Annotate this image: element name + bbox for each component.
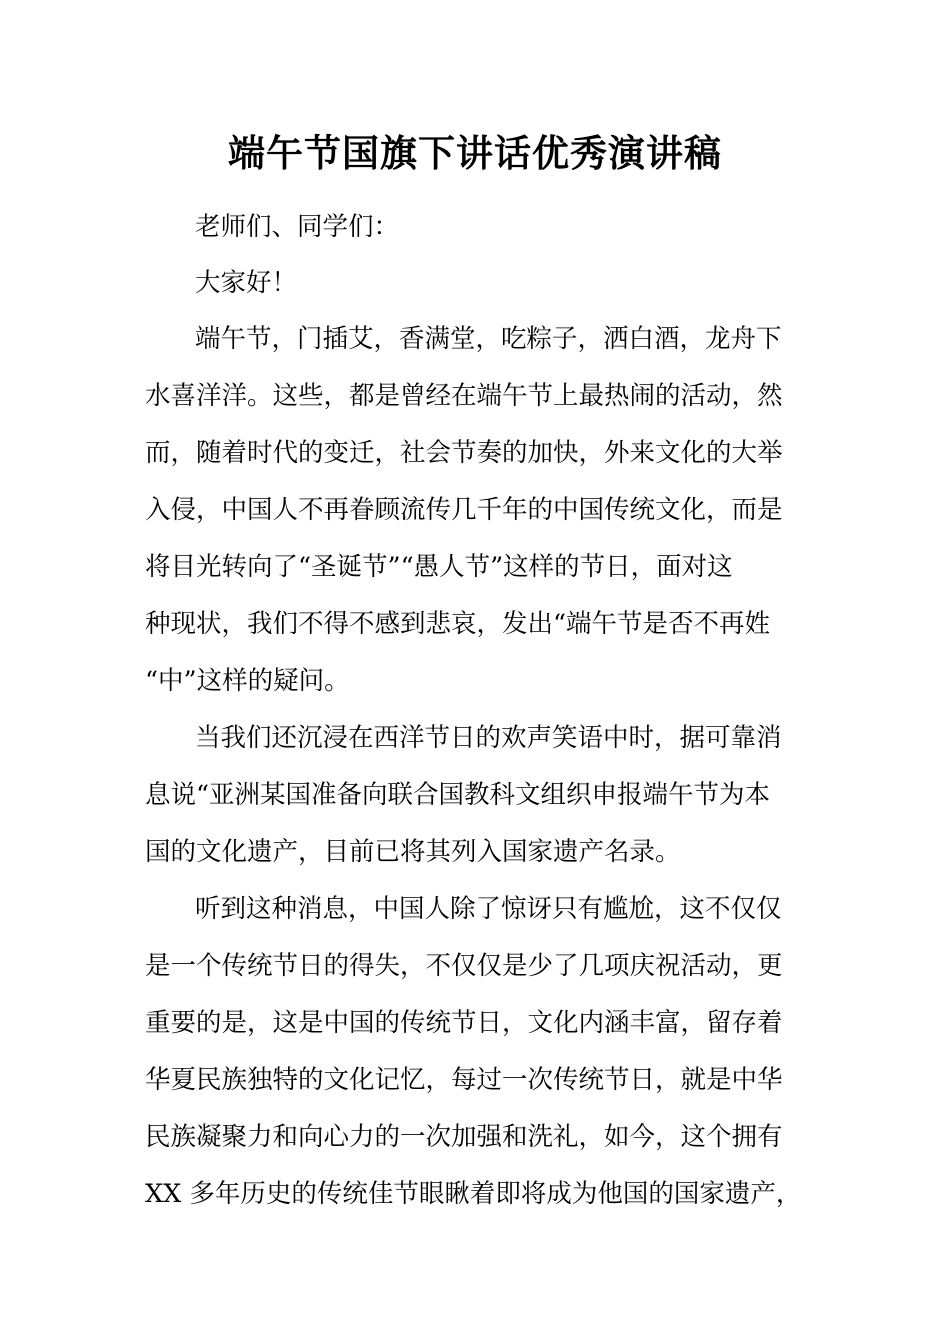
paragraph-line: 是一个传统节日的得失，不仅仅是少了几项庆祝活动，更	[145, 951, 783, 981]
paragraph-line: 国的文化遗产，目前已将其列入国家遗产名录。	[145, 837, 681, 867]
paragraph-line: 将目光转向了“圣诞节”“愚人节”这样的节日，面对这	[145, 552, 733, 582]
paragraph-line: 入侵，中国人不再眷顾流传几千年的中国传统文化，而是	[145, 495, 783, 525]
paragraph-line: 华夏民族独特的文化记忆，每过一次传统节日，就是中华	[145, 1065, 783, 1095]
paragraph-line: 听到这种消息，中国人除了惊讶只有尴尬，这不仅仅	[195, 894, 782, 924]
paragraph-line: 重要的是，这是中国的传统节日，文化内涵丰富，留存着	[145, 1008, 783, 1038]
page-title: 端午节国旗下讲话优秀演讲稿	[228, 132, 722, 175]
greeting-line: 大家好！	[195, 268, 298, 298]
paragraph-line: 种现状，我们不得不感到悲哀，发出“端午节是否不再姓	[145, 609, 771, 639]
paragraph-line: 民族凝聚力和向心力的一次加强和洗礼，如今，这个拥有	[145, 1122, 783, 1152]
paragraph-line: 息说“亚洲某国准备向联合国教科文组织申报端午节为本	[145, 780, 771, 810]
paragraph-line: 而，随着时代的变迁，社会节奏的加快，外来文化的大举	[145, 438, 783, 468]
paragraph-line: 端午节，门插艾，香满堂，吃粽子，洒白酒，龙舟下	[195, 324, 782, 354]
paragraph-line: “中”这样的疑问。	[145, 666, 350, 696]
salutation-line: 老师们、同学们：	[195, 212, 400, 242]
paragraph-line: 水喜洋洋。这些，都是曾经在端午节上最热闹的活动，然	[145, 381, 783, 411]
paragraph-line: XX 多年历史的传统佳节眼瞅着即将成为他国的国家遗产，	[145, 1179, 802, 1209]
paragraph-line: 当我们还沉浸在西洋节日的欢声笑语中时，据可靠消	[195, 723, 782, 753]
